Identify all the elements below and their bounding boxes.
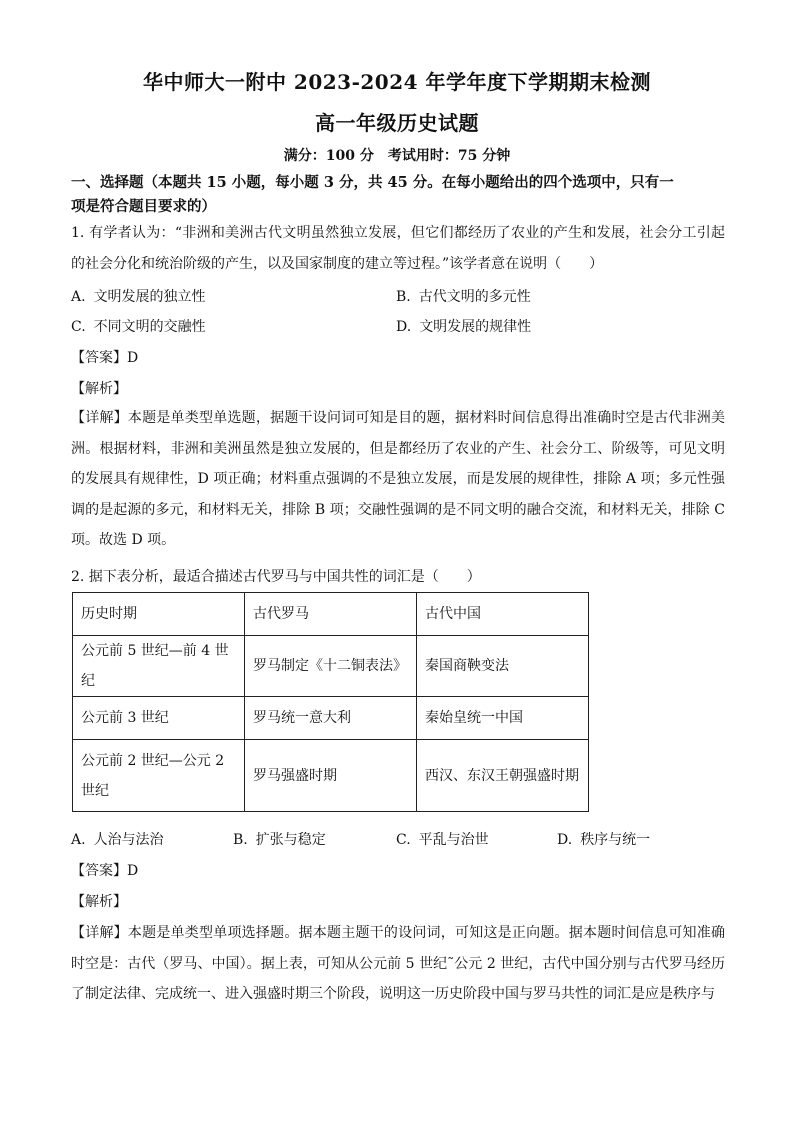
table-row (73, 636, 589, 697)
q1-option-d-letter: D. (396, 319, 412, 335)
q1-option-c-text: 不同文明的交融性 (93, 319, 206, 335)
q1-answer-value: D (127, 350, 139, 366)
table-header-row (73, 593, 589, 636)
q2-option-c-text: 平乱与治世 (418, 832, 489, 848)
q1-option-d (396, 317, 531, 337)
table-cell: 罗马强盛时期 (245, 740, 417, 812)
time-info: 考试用时：75 分钟 (387, 148, 511, 164)
q2-stem: 2. 据下表分析，最适合描述古代罗马与中国共性的词汇是（ ） (71, 569, 481, 585)
q1-answer-tag: 【答案】 (71, 350, 127, 366)
q1-stem: 1. 有学者认为：“非洲和美洲古代文明虽然独立发展，但它们都经历了农业的产生和发展，社会分工引起的社会分化和统治阶级的产生，以及国家制度的建立等过程。”该学者意在说明（ ） (71, 225, 725, 272)
table-header-cell: 历史时期 (73, 593, 245, 636)
q2-answer (71, 861, 138, 881)
q2-analysis-tag: 【解析】 (71, 894, 127, 910)
section-heading (71, 171, 725, 219)
exam-meta (0, 146, 794, 166)
table-cell: 秦始皇统一中国 (417, 697, 589, 740)
q1-option-b (396, 287, 531, 307)
table-row (73, 740, 589, 812)
q2-option-a-text: 人治与法治 (93, 832, 164, 848)
q1-option-a (71, 287, 206, 307)
q2-answer-value: D (127, 863, 139, 879)
table-cell: 罗马统一意大利 (245, 697, 417, 740)
history-table (72, 592, 589, 812)
exam-subtitle: 高一年级历史试题 (315, 111, 479, 135)
q2-option-b-text: 扩张与稳定 (255, 832, 326, 848)
q1-option-c-letter: C. (71, 319, 86, 335)
q1-option-b-letter: B. (396, 289, 411, 305)
q1-option-a-letter: A. (71, 289, 86, 305)
q2-option-d (557, 830, 650, 850)
q1-detail-tag: 【详解】 (71, 410, 128, 426)
section-heading-line2: 项是符合题目要求的） (71, 198, 216, 215)
q1-option-d-text: 文明发展的规律性 (419, 319, 532, 335)
q2-option-b-letter: B. (233, 832, 248, 848)
section-heading-line1: 一、选择题（本题共 15 小题，每小题 3 分，共 45 分。在每小题给出的四个选项中，只有一 (71, 174, 674, 191)
q2-option-d-letter: D. (557, 832, 573, 848)
table-cell: 秦国商鞅变法 (417, 636, 589, 697)
q1-detail (71, 403, 725, 556)
q1-answer (71, 348, 138, 368)
q2-option-c-letter: C. (396, 832, 411, 848)
q2-answer-tag: 【答案】 (71, 863, 127, 879)
q2-option-a (71, 830, 164, 850)
q1-detail-text: 本题是单类型单选题，据题干设问词可知是目的题，据材料时间信息得出准确时空是古代非洲美洲。根据材料，非洲和美洲虽然是独立发展的，但是都经历了农业的产生、社会分工、阶级等，可见文明的发展具有规律性，D 项正确；材料重点强调的不是独立发展，而是发展的规律性，排除 A 项；多元性强调的是起源的多元，和材料无关，排除 B 项；交融性强调的是不同文明的融合交流，和材料无关，排除 C 项。故选 D 项。 (71, 410, 725, 548)
q2-option-b (233, 830, 326, 850)
table-header-cell: 古代罗马 (245, 593, 417, 636)
q2-option-c (396, 830, 489, 850)
table-cell: 公元前 2 世纪—公元 2 世纪 (73, 740, 245, 812)
score-info: 满分：100 分 (283, 148, 374, 164)
q1-option-c (71, 317, 206, 337)
q2-detail (71, 918, 725, 1010)
table-cell: 公元前 3 世纪 (73, 697, 245, 740)
q2-detail-tag: 【详解】 (71, 925, 128, 941)
q1-option-b-text: 古代文明的多元性 (418, 289, 531, 305)
q2-detail-text: 本题是单类型单项选择题。据本题主题干的设问词，可知这是正向题。据本题时间信息可知准确时空是：古代（罗马、中国）。据上表，可知从公元前 5 世纪˜公元 2 世纪，古代中国分别与古代罗马经历了制定法律、完成统一、进入强盛时期三个阶段，说明这一历史阶段中国与罗马共性的词汇是应是秩序与 (71, 925, 725, 1002)
table-cell: 罗马制定《十二铜表法》 (245, 636, 417, 697)
table-cell: 公元前 5 世纪—前 4 世纪 (73, 636, 245, 697)
table-row (73, 697, 589, 740)
q1-option-a-text: 文明发展的独立性 (93, 289, 206, 305)
q1-analysis-tag: 【解析】 (71, 381, 127, 397)
q2-option-a-letter: A. (71, 832, 86, 848)
exam-title: 华中师大一附中 2023-2024 年学年度下学期期末检测 (142, 70, 652, 94)
table-cell: 西汉、东汉王朝强盛时期 (417, 740, 589, 812)
q2-option-d-text: 秩序与统一 (580, 832, 651, 848)
table-header-cell: 古代中国 (417, 593, 589, 636)
